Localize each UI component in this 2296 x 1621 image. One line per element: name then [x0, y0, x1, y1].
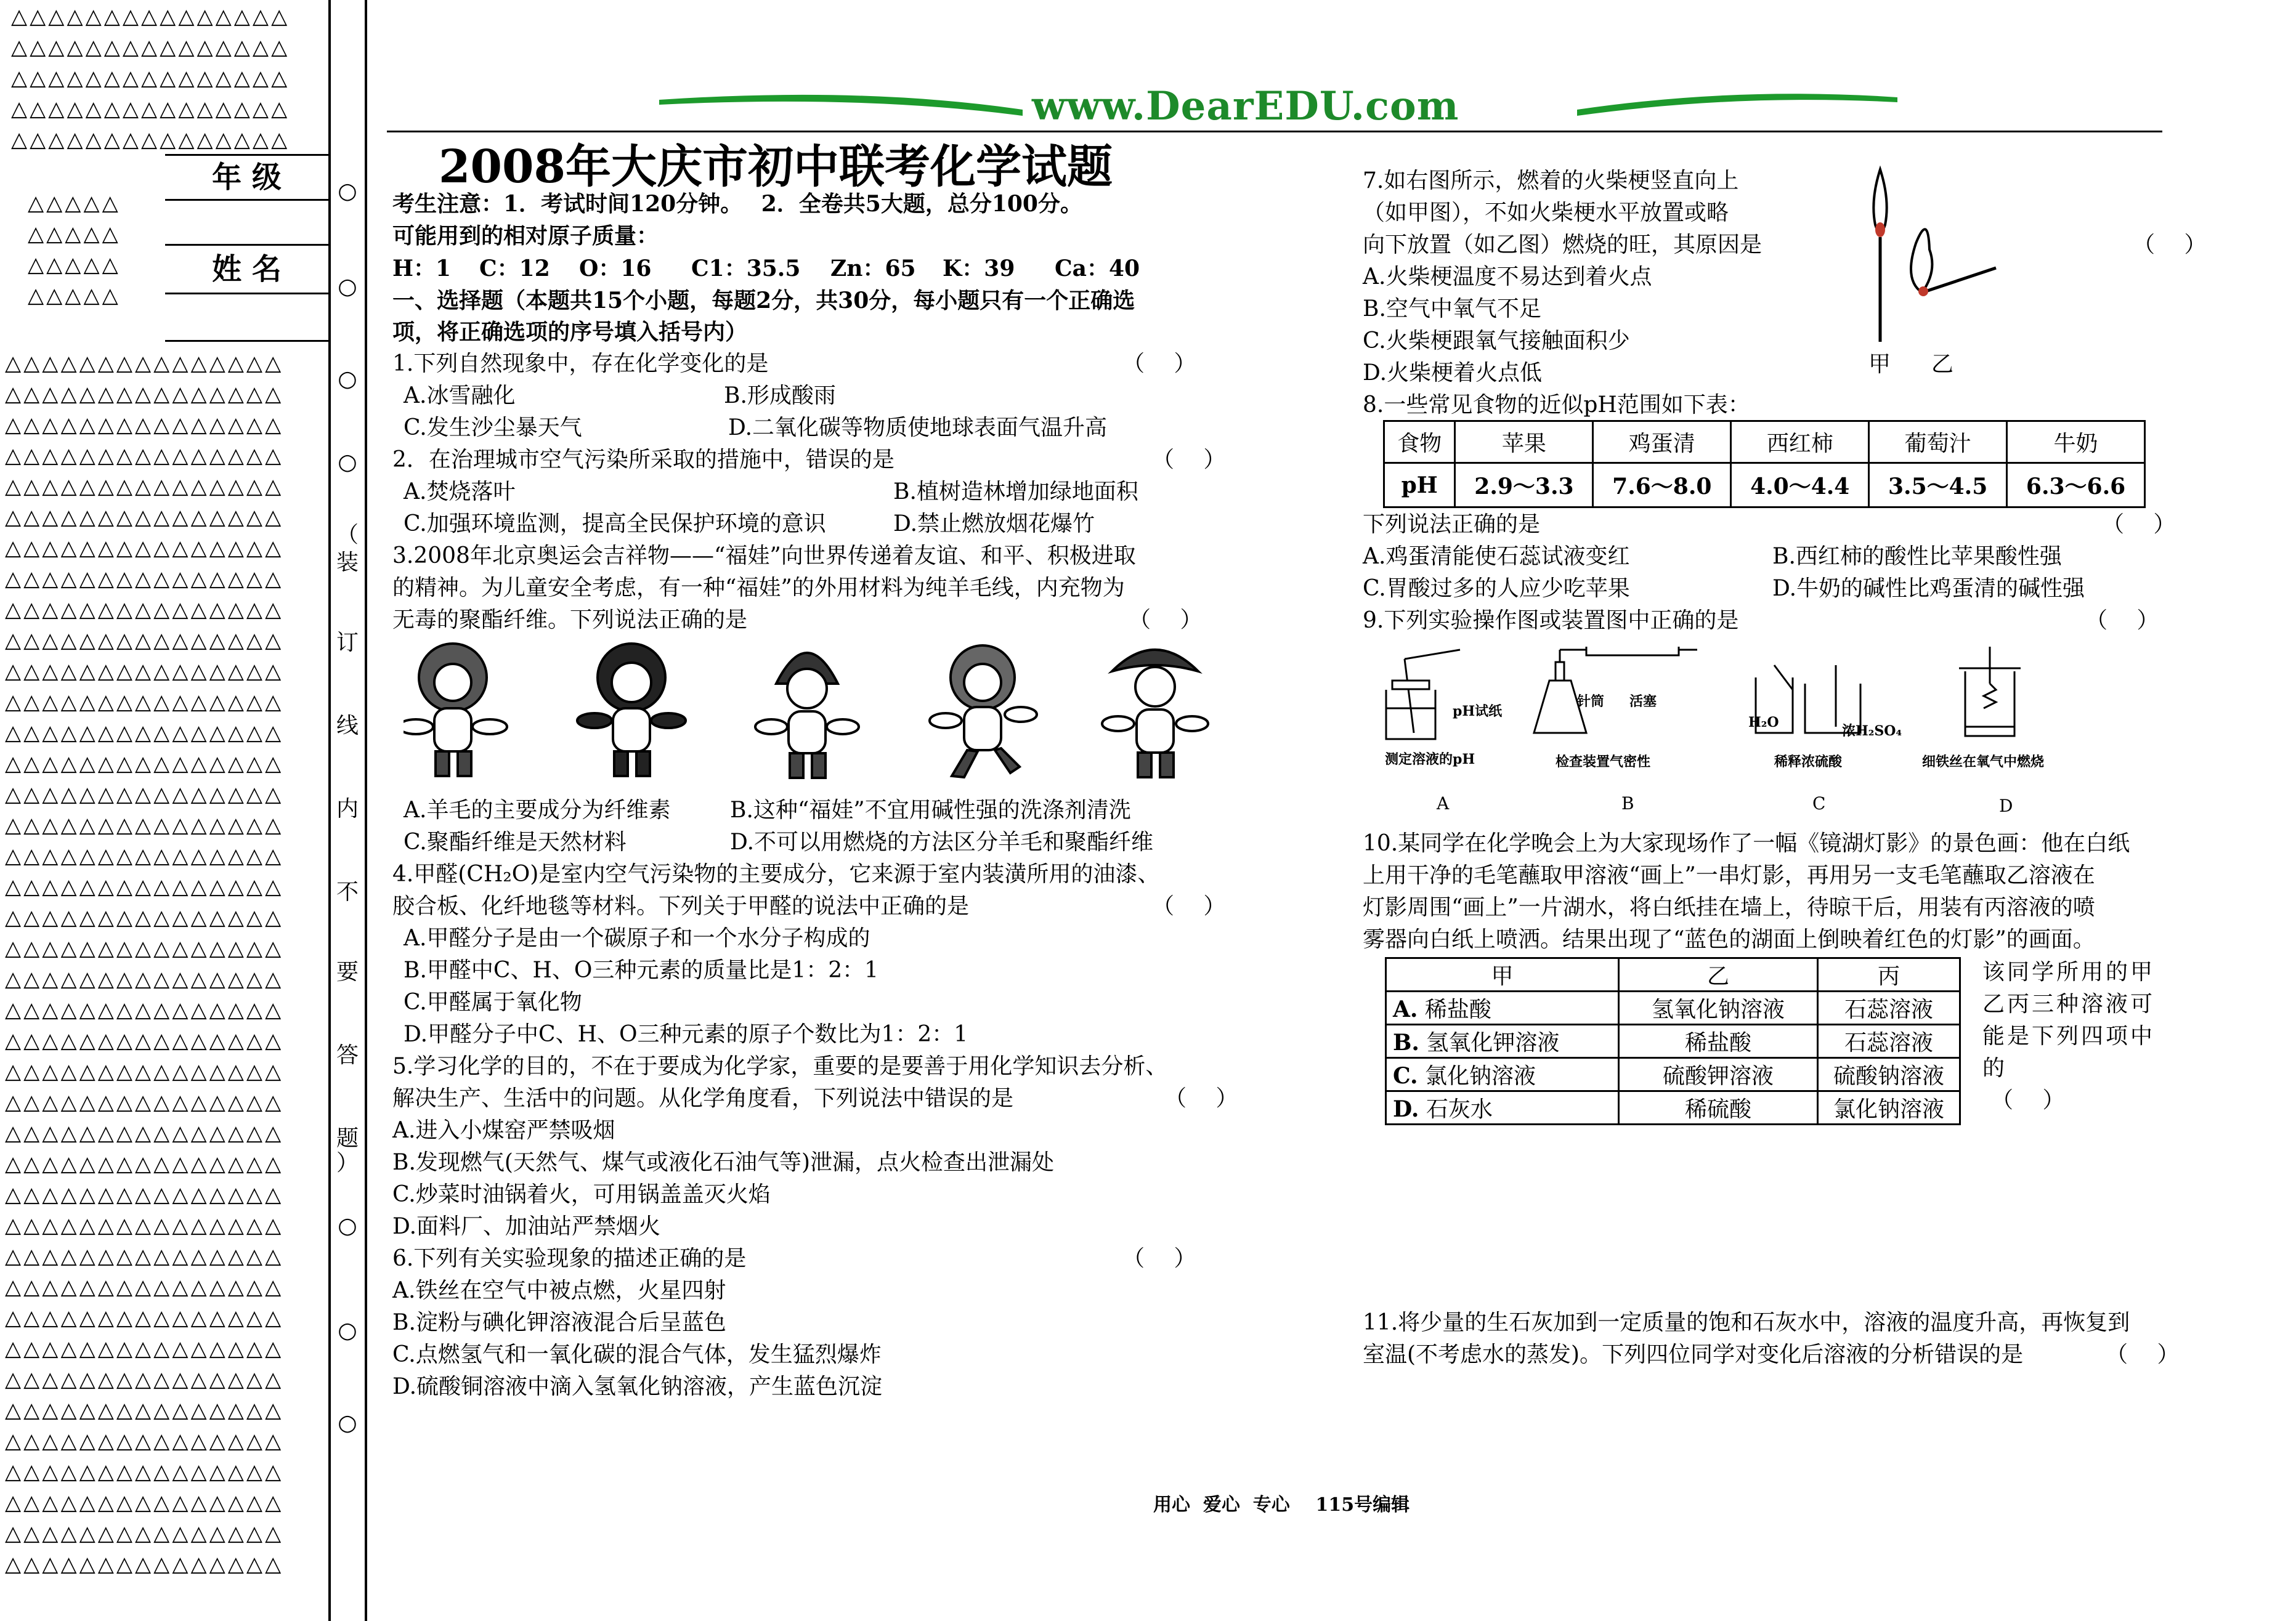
option-b: B.这种“福娃”不宜用碱性强的洗涤剂清洗 — [730, 798, 1131, 823]
notice-line: 考生注意：1．考试时间120分钟。 2．全卷共5大题，总分100分。 — [392, 191, 1082, 217]
table-cell: 氢氧化钾溶液 — [1426, 1030, 1560, 1056]
table-cell: 石灰水 — [1426, 1097, 1493, 1122]
table-header-cell: 乙 — [1619, 958, 1818, 992]
question-stem: 解决生产、生活中的问题。从化学角度看，下列说法中错误的是 — [392, 1086, 1014, 1111]
figure-letter-a: A — [1437, 793, 1450, 814]
answer-blank[interactable]: （ ） — [2085, 608, 2159, 633]
option-a: A.冰雪融化 — [404, 383, 516, 408]
question-stem: （如甲图），不如火柴梗水平放置或略 — [1363, 200, 1729, 225]
option-d: D.禁止燃放烟花爆竹 — [893, 511, 1095, 536]
question-stem: 9.下列实验操作图或装置图中正确的是 — [1363, 608, 1739, 633]
atomic-mass: H：1 — [392, 256, 452, 281]
question-stem: 4.甲醛(CH₂O)是室内空气污染物的主要成分，它来源于室内装潢所用的油漆、 — [392, 862, 1160, 887]
option-letter: D. — [1393, 1096, 1419, 1122]
option-d: D.面料厂、加油站严禁烟火 — [392, 1214, 661, 1239]
option-letter: A. — [1393, 996, 1418, 1022]
table-header-cell: 西红柿 — [1731, 421, 1869, 463]
question-stem: 5.学习化学的目的，不在于要成为化学家，重要的是要善于用化学知识去分析、 — [392, 1054, 1168, 1079]
table-row — [1386, 1025, 1960, 1058]
table-cell: 石蕊溶液 — [1818, 992, 1960, 1025]
figure-label-yi: 乙 — [1931, 352, 1954, 377]
figure-label-jia: 甲 — [1868, 352, 1891, 377]
mascot-jingjing-image — [577, 644, 686, 776]
atomic-mass: C1：35.5 — [691, 256, 801, 281]
table-header-cell: 苹果 — [1455, 421, 1593, 463]
student-info-box — [165, 154, 328, 342]
iron-wire-burning-image — [1959, 647, 2021, 736]
figure-letter-c: C — [1812, 793, 1826, 814]
match-upright-image — [1873, 169, 1886, 342]
site-logo: www.DearEDU.com — [1032, 83, 1459, 129]
atomic-mass: Ca：40 — [1055, 256, 1140, 281]
option-b: B.甲醛中C、H、O三种元素的质量比是1：2：1 — [404, 958, 879, 983]
caption-d: 细铁丝在氧气中燃烧 — [1922, 754, 2045, 770]
option-letter: B. — [1393, 1030, 1419, 1056]
table-cell: 2.9～3.3 — [1455, 463, 1593, 507]
label-ph-paper: pH试纸 — [1453, 703, 1503, 719]
question-side-text: 该同学所用的甲 — [1982, 960, 2156, 985]
option-b: B.形成酸雨 — [724, 383, 836, 408]
answer-blank[interactable]: （ ） — [2106, 1342, 2180, 1367]
binding-text: ○ ○ ○ ○ （ 装 订 线 内 不 要 答 题 ） ○ ○ ○ — [336, 179, 359, 1436]
caption-c: 稀释浓硫酸 — [1774, 754, 1843, 770]
label-piston: 活塞 — [1629, 693, 1657, 709]
binding-rule-left — [328, 0, 331, 1621]
table-cell: 6.3～6.6 — [2007, 463, 2145, 507]
option-d: D.火柴梗着火点低 — [1363, 360, 1543, 386]
option-a: A.鸡蛋清能使石蕊试液变红 — [1363, 544, 1630, 569]
mascot-yingying-image — [930, 645, 1037, 777]
figure-letter-d: D — [1999, 796, 2013, 816]
answer-blank[interactable]: （ ） — [2133, 232, 2207, 257]
atomic-mass: K：39 — [943, 256, 1015, 281]
atomic-mass: Zn：65 — [830, 256, 916, 281]
table-header-cell: 丙 — [1818, 958, 1960, 992]
solution-table — [1385, 957, 1961, 1125]
answer-blank[interactable]: （ ） — [1164, 1086, 1238, 1111]
question-stem: 6.下列有关实验现象的描述正确的是 — [392, 1246, 747, 1271]
triangle-border-short: △△△△△ △△△△△ △△△△△ △△△△△ — [28, 191, 121, 308]
table-row — [1386, 992, 1960, 1025]
table-cell: 硫酸钾溶液 — [1619, 1058, 1818, 1091]
question-stem: 3.2008年北京奥运会吉祥物——“福娃”向世界传递着友谊、和平、积极进取 — [392, 543, 1136, 568]
option-a: A.焚烧落叶 — [404, 479, 516, 504]
option-a: A.甲醛分子是由一个碳原子和一个水分子构成的 — [404, 926, 870, 951]
triangle-border-long: △△△△△△△△△△△△△△△ △△△△△△△△△△△△△△△ △△△△△△△△△△△△△△△ △△△△△△△△△△△△△△△ △△△△△△△△△△△△△△△ △△△△△△△△△△△△△△△ △△△△△△△△△△△△△△△ △△△△△△△△△△△△△△△ △△△△△△△△△△△△△△△ △△△△△△△△△△△△△△△ △△△△△△△△△△△△△△△ △△△△△△△△△△△△△△△ △△△△△△△△△△△△△△△ △△△△△△△△△△△△△△△ △△△△△△△△△△△△△△△ △△△△△△△△△△△△△△△ △△△△△△△△△△△△△△△ △△△△△△△△△△△△△△△ △△△△△△△△△△△△△△△ △△△△△△△△△△△△△△△ △△△△△△△△△△△△△△△ △△△△△△△△△△△△△△△ △△△△△△△△△△△△△△△ △△△△△△△△△△△△△△△ △△△△△△△△△△△△△△△ △△△△△△△△△△△△△△△ △△△△△△△△△△△△△△△ △△△△△△△△△△△△△△△ △△△△△△△△△△△△△△△ △△△△△△△△△△△△△△△ △△△△△△△△△△△△△△△ △△△△△△△△△△△△△△△ △△△△△△△△△△△△△△△ △△△△△△△△△△△△△△△ △△△△△△△△△△△△△△△ △△△△△△△△△△△△△△△ △△△△△△△△△△△△△△△ △△△△△△△△△△△△△△△ △△△△△△△△△△△△△△△ △△△△△△△△△△△△△△△ — [5, 351, 284, 1577]
table-row — [1386, 958, 1960, 992]
question-prompt: 下列说法正确的是 — [1363, 512, 1541, 537]
figure-letter-b: B — [1621, 793, 1634, 814]
option-d: D.甲醛分子中C、H、O三种元素的原子个数比为1：2：1 — [404, 1022, 968, 1047]
option-c: C.聚酯纤维是天然材料 — [404, 830, 627, 855]
option-b: B.空气中氧气不足 — [1363, 296, 1541, 321]
answer-blank[interactable]: （ ） — [1122, 1246, 1196, 1271]
table-header-cell: 葡萄汁 — [1869, 421, 2007, 463]
option-d: D.牛奶的碱性比鸡蛋清的碱性强 — [1772, 576, 2085, 601]
table-cell: 7.6～8.0 — [1593, 463, 1731, 507]
table-row — [1386, 1058, 1960, 1091]
table-header-cell: 牛奶 — [2007, 421, 2145, 463]
question-stem: 11.将少量的生石灰加到一定质量的饱和石灰水中，溶液的温度升高，再恢复到 — [1363, 1310, 2130, 1335]
grade-label: 年 级 — [165, 156, 328, 201]
ph-table — [1383, 420, 2146, 508]
question-side-text: 乙丙三种溶液可 — [1982, 992, 2156, 1017]
question-stem: 1.下列自然现象中，存在化学变化的是 — [392, 351, 769, 376]
airtight-check-image — [1534, 647, 1697, 733]
mascot-nini-image — [1102, 650, 1208, 777]
question-stem: 10.某同学在化学晚会上为大家现场作了一幅《镜湖灯影》的景色画：他在白纸 — [1363, 831, 2130, 856]
option-letter: C. — [1393, 1063, 1418, 1089]
caption-b: 检查装置气密性 — [1556, 754, 1651, 770]
question-stem: 雾器向白纸上喷洒。结果出现了“蓝色的湖面上倒映着红色的灯影”的画面。 — [1363, 927, 2095, 952]
atomic-mass: O：16 — [579, 256, 652, 281]
match-figure — [1860, 163, 2021, 348]
label-water: H₂O — [1748, 714, 1779, 730]
answer-blank[interactable]: （ ） — [1991, 1088, 2065, 1113]
caption-a: 测定溶液的pH — [1385, 751, 1475, 767]
grade-field[interactable] — [165, 201, 328, 246]
question-side-text: 的 — [1982, 1056, 2005, 1081]
option-c: C.火柴梗跟氧气接触面积少 — [1363, 328, 1630, 354]
answer-blank[interactable]: （ ） — [1152, 447, 1226, 472]
question-stem: 室温(不考虑水的蒸发)。下列四位同学对变化后溶液的分析错误的是 — [1363, 1342, 2024, 1367]
label-syringe: 针筒 — [1577, 693, 1605, 709]
table-cell: 4.0～4.4 — [1731, 463, 1869, 507]
section-heading: 项，将正确选项的序号填入括号内） — [392, 319, 748, 345]
page-footer: 用心 爱心 专心 115号编辑 — [1153, 1494, 1410, 1516]
question-stem: 7.如右图所示，燃着的火柴梗竖直向上 — [1363, 168, 1739, 193]
atomic-mass: C：12 — [479, 256, 550, 281]
match-horizontal-image — [1911, 229, 1996, 296]
option-a: A.进入小煤窑严禁吸烟 — [392, 1118, 615, 1143]
option-c: C.甲醛属于氧化物 — [404, 990, 582, 1015]
answer-blank[interactable]: （ ） — [1152, 894, 1226, 919]
option-c: C.发生沙尘暴天气 — [404, 415, 582, 440]
section-heading: 一、选择题（本题共15个小题，每题2分，共30分，每小题只有一个正确选 — [392, 288, 1135, 313]
question-stem: 2．在治理城市空气污染所采取的措施中，错误的是 — [392, 447, 894, 472]
mascot-beibei-image — [404, 644, 507, 776]
option-d: D.二氧化碳等物质使地球表面气温升高 — [728, 415, 1108, 440]
notice-line: 可能用到的相对原子质量： — [392, 223, 659, 249]
label-conc-acid: 浓H₂SO₄ — [1842, 723, 1902, 739]
answer-blank[interactable]: （ ） — [1122, 351, 1196, 376]
question-stem: 的精神。为儿童安全考虑，有一种“福娃”的外用材料为纯羊毛线，内充物为 — [392, 575, 1125, 600]
table-cell: pH — [1384, 463, 1455, 507]
table-cell: 3.5～4.5 — [1869, 463, 2007, 507]
option-d: D.不可以用燃烧的方法区分羊毛和聚酯纤维 — [730, 830, 1154, 855]
question-stem: 8.一些常见食物的近似pH范围如下表： — [1363, 392, 1750, 418]
option-c: C.胃酸过多的人应少吃苹果 — [1363, 576, 1630, 601]
question-stem: 上用干净的毛笔蘸取甲溶液“画上”一串灯影，再用另一支毛笔蘸取乙溶液在 — [1363, 863, 2095, 888]
table-header-cell: 鸡蛋清 — [1593, 421, 1731, 463]
question-side-text: 能是下列四项中 — [1982, 1024, 2156, 1049]
name-label: 姓 名 — [165, 246, 328, 294]
option-c: C.加强环境监测，提高全民保护环境的意识 — [404, 511, 826, 536]
table-cell: 稀硫酸 — [1619, 1091, 1818, 1125]
option-a: A.火柴梗温度不易达到着火点 — [1363, 264, 1652, 289]
option-d: D.硫酸铜溶液中滴入氢氧化钠溶液，产生蓝色沉淀 — [392, 1374, 883, 1399]
table-row — [1384, 421, 2145, 463]
table-row — [1384, 463, 2145, 507]
name-field[interactable] — [165, 294, 328, 342]
option-c: C.点燃氢气和一氧化碳的混合气体，发生猛烈爆炸 — [392, 1342, 882, 1367]
table-cell: 稀盐酸 — [1424, 997, 1491, 1022]
option-b: B.淀粉与碘化钾溶液混合后呈蓝色 — [392, 1310, 726, 1335]
table-cell: 氯化钠溶液 — [1425, 1064, 1536, 1089]
table-cell: 氯化钠溶液 — [1818, 1091, 1960, 1125]
option-a: A.羊毛的主要成分为纤维素 — [404, 798, 671, 823]
option-b: B.植树造林增加绿地面积 — [893, 479, 1138, 504]
page-title: 2008年大庆市初中联考化学试题 — [439, 140, 1113, 193]
question-stem: 灯影周围“画上”一片湖水，将白纸挂在墙上，待晾干后，用装有丙溶液的喷 — [1363, 895, 2095, 920]
table-cell: 石蕊溶液 — [1818, 1025, 1960, 1058]
table-cell: 氢氧化钠溶液 — [1619, 992, 1818, 1025]
binding-rule-right — [365, 0, 367, 1621]
triangle-border: △△△△△△△△△△△△△△△ △△△△△△△△△△△△△△△ △△△△△△△△△△△△△△△ △△△△△△△△△△△△△△△ △△△△△△△△△△△△△△△ — [11, 4, 290, 152]
question-stem: 无毒的聚酯纤维。下列说法正确的是 — [392, 607, 748, 633]
table-cell: 硫酸钠溶液 — [1818, 1058, 1960, 1091]
question-stem: 胶合板、化纤地毯等材料。下列关于甲醛的说法中正确的是 — [392, 894, 970, 919]
answer-blank[interactable]: （ ） — [2102, 512, 2176, 537]
option-a: A.铁丝在空气中被点燃，火星四射 — [392, 1278, 726, 1303]
option-b: B.西红柿的酸性比苹果酸性强 — [1772, 544, 2062, 569]
table-header-cell: 甲 — [1386, 958, 1619, 992]
option-c: C.炒菜时油锅着火，可用锅盖盖灭火焰 — [392, 1182, 771, 1207]
table-header-cell: 食物 — [1384, 421, 1455, 463]
table-cell: 稀盐酸 — [1619, 1025, 1818, 1058]
option-b: B.发现燃气(天然气、煤气或液化石油气等)泄漏，点火检查出泄漏处 — [392, 1150, 1054, 1175]
ph-test-image — [1386, 650, 1460, 739]
mascot-images — [404, 634, 1229, 782]
table-row — [1386, 1091, 1960, 1125]
mascot-huanhuan-image — [755, 653, 859, 778]
answer-blank[interactable]: （ ） — [1129, 607, 1203, 633]
question-stem: 向下放置（如乙图）燃烧的旺，其原因是 — [1363, 232, 1763, 257]
